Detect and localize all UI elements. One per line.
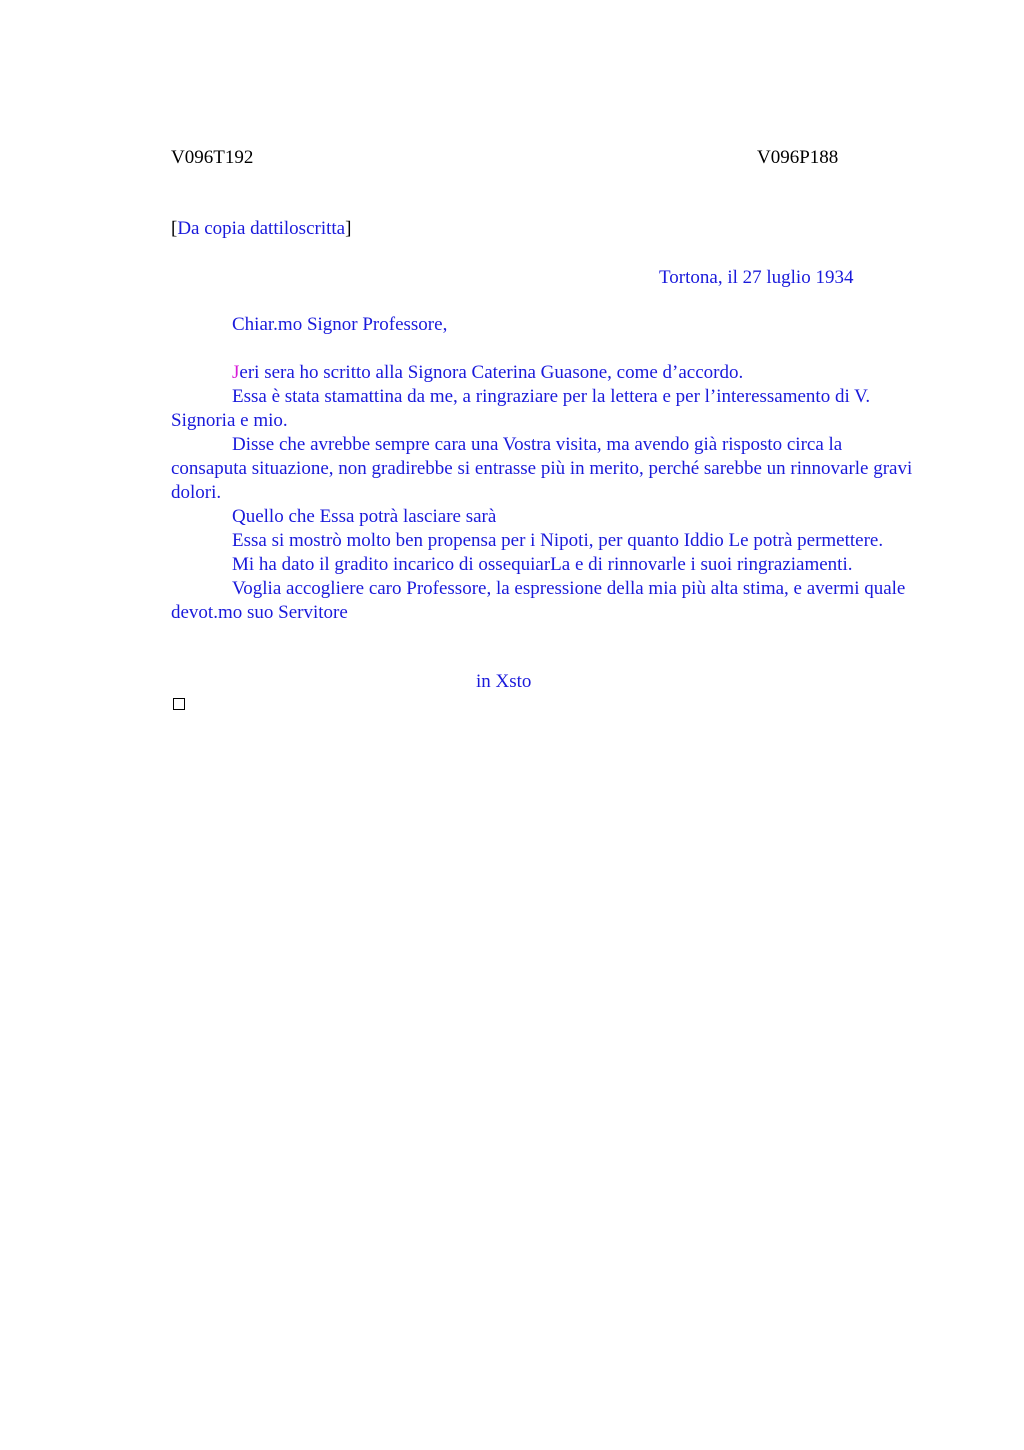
document-code-left: V096T192 (171, 147, 254, 168)
salutation: Chiar.mo Signor Professore, (232, 314, 448, 335)
paragraph-5: Essa si mostrò molto ben propensa per i Nipoti, per quanto Iddio Le potrà permettere. (232, 530, 884, 551)
document-code-right: V096P188 (757, 147, 839, 168)
checkbox-square-icon (173, 698, 185, 710)
paragraph-3: Disse che avrebbe sempre cara una Vostra visita, ma avendo già risposto circa la consaputa situazione, non gradirebbe si entrasse più in merito, perché sarebbe un rinnovarle gravi dolori. (171, 434, 913, 503)
source-note-open-bracket: [ (171, 218, 178, 239)
letter-body (171, 361, 919, 625)
source-note-close-bracket: ] (345, 218, 352, 239)
date-line: Tortona, il 27 luglio 1934 (659, 267, 854, 288)
source-note-text: Da copia dattiloscritta (177, 218, 346, 239)
paragraph-4: Quello che Essa potrà lasciare sarà (232, 506, 497, 527)
paragraph-1 (171, 361, 919, 385)
paragraph-6: Mi ha dato il gradito incarico di ossequiarLa e di rinnovarle i suoi ringraziamenti. (232, 554, 853, 575)
closing-formula: in Xsto (476, 671, 532, 692)
source-note (171, 217, 351, 241)
paragraph-2: Essa è stata stamattina da me, a ringraziare per la lettera e per l’interessamento di V. Signoria e mio. (171, 386, 871, 431)
paragraph-text: eri sera ho scritto alla Signora Caterina Guasone, come d’accordo. (239, 362, 744, 383)
paragraph-initial: J (232, 362, 240, 383)
paragraph-7: Voglia accogliere caro Professore, la espressione della mia più alta stima, e avermi quale devot.mo suo Servitore (171, 578, 906, 623)
